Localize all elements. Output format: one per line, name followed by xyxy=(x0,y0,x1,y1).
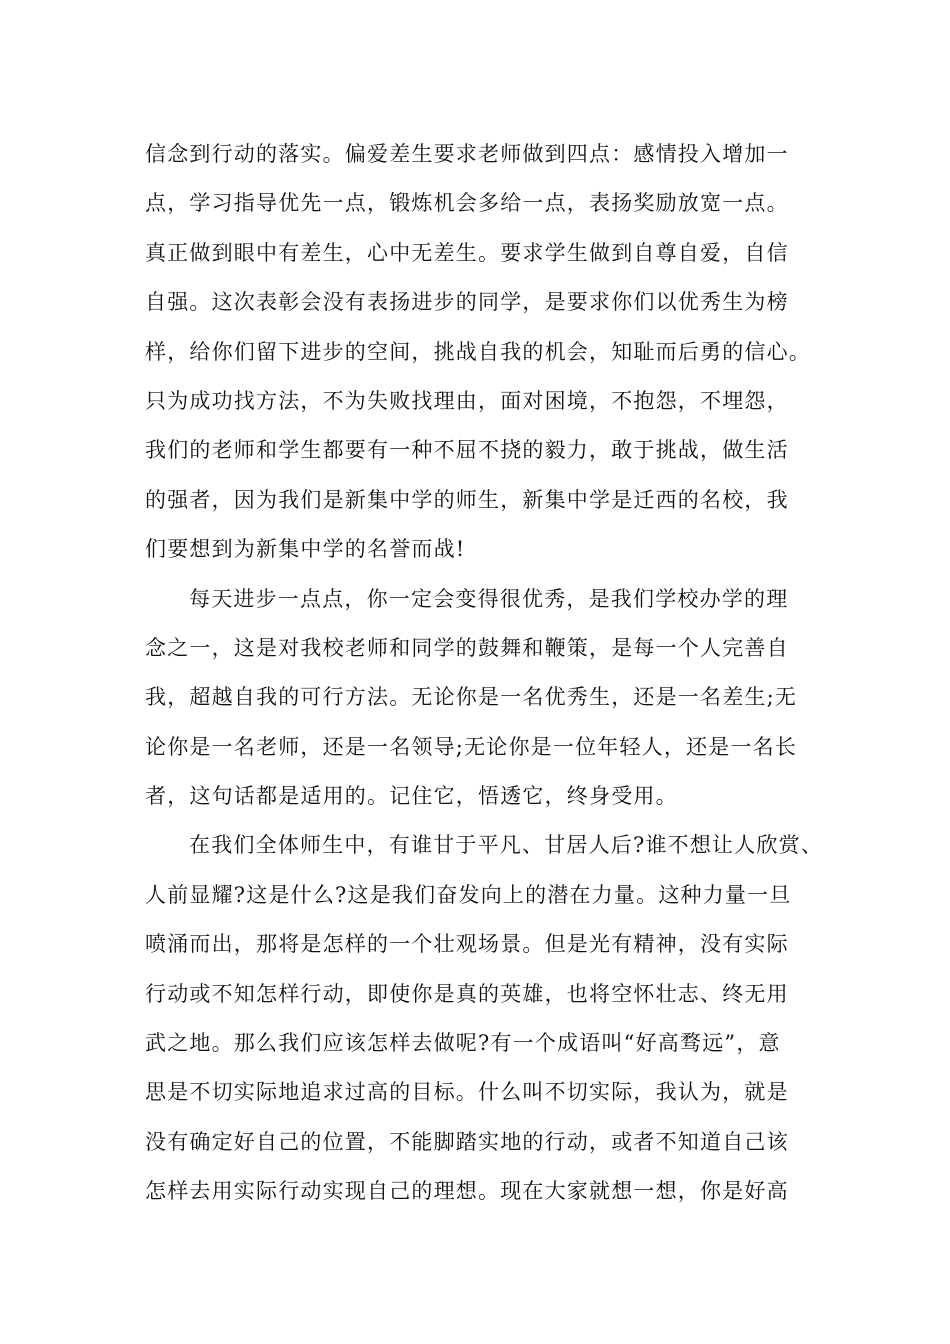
text-line: 真正做到眼中有差生，心中无差生。要求学生做到自尊自爱，自信 xyxy=(145,240,789,265)
text-line: 点，学习指导优先一点，锻炼机会多给一点，表扬奖励放宽一点。 xyxy=(145,191,789,216)
paragraph-start-line: 在我们全体师生中，有谁甘于平凡、甘居人后?谁不想让人欣赏、 xyxy=(189,833,824,858)
text-line: 武之地。那么我们应该怎样去做呢?有一个成语叫“好高骛远”，意 xyxy=(145,1031,781,1056)
text-line: 们要想到为新集中学的名誉而战! xyxy=(145,537,466,562)
text-line: 的强者，因为我们是新集中学的师生，新集中学是迁西的名校，我 xyxy=(145,487,789,512)
text-line: 思是不切实际地追求过高的目标。什么叫不切实际，我认为，就是 xyxy=(145,1080,789,1105)
text-line: 人前显耀?这是什么?这是我们奋发向上的潜在力量。这种力量一旦 xyxy=(145,882,792,907)
text-line: 我，超越自我的可行方法。无论你是一名优秀生，还是一名差生;无 xyxy=(145,685,798,710)
text-line: 行动或不知怎样行动，即使你是真的英雄，也将空怀壮志、终无用 xyxy=(145,981,789,1006)
text-line: 喷涌而出，那将是怎样的一个壮观场景。但是光有精神，没有实际 xyxy=(145,932,789,957)
text-line: 念之一，这是对我校老师和同学的鼓舞和鞭策，是每一个人完善自 xyxy=(145,635,789,660)
paragraph-start-line: 每天进步一点点，你一定会变得很优秀，是我们学校办学的理 xyxy=(189,586,789,611)
text-line: 样，给你们留下进步的空间，挑战自我的机会，知耻而后勇的信心。 xyxy=(145,339,811,364)
text-line: 自强。这次表彰会没有表扬进步的同学，是要求你们以优秀生为榜 xyxy=(145,290,789,315)
text-line: 信念到行动的落实。偏爱差生要求老师做到四点：感情投入增加一 xyxy=(145,142,789,166)
text-line: 怎样去用实际行动实现自己的理想。现在大家就想一想，你是好高 xyxy=(145,1179,789,1204)
text-line: 者，这句话都是适用的。记住它，悟透它，终身受用。 xyxy=(145,784,678,809)
document-body xyxy=(145,130,824,1217)
text-line: 只为成功找方法，不为失败找理由，面对困境，不抱怨，不埋怨， xyxy=(145,388,789,413)
text-line: 我们的老师和学生都要有一种不屈不挠的毅力，敢于挑战，做生活 xyxy=(145,438,789,463)
text-line: 论你是一名老师，还是一名领导;无论你是一位年轻人，还是一名长 xyxy=(145,734,798,759)
text-line: 没有确定好自己的位置，不能脚踏实地的行动，或者不知道自己该 xyxy=(145,1129,789,1154)
